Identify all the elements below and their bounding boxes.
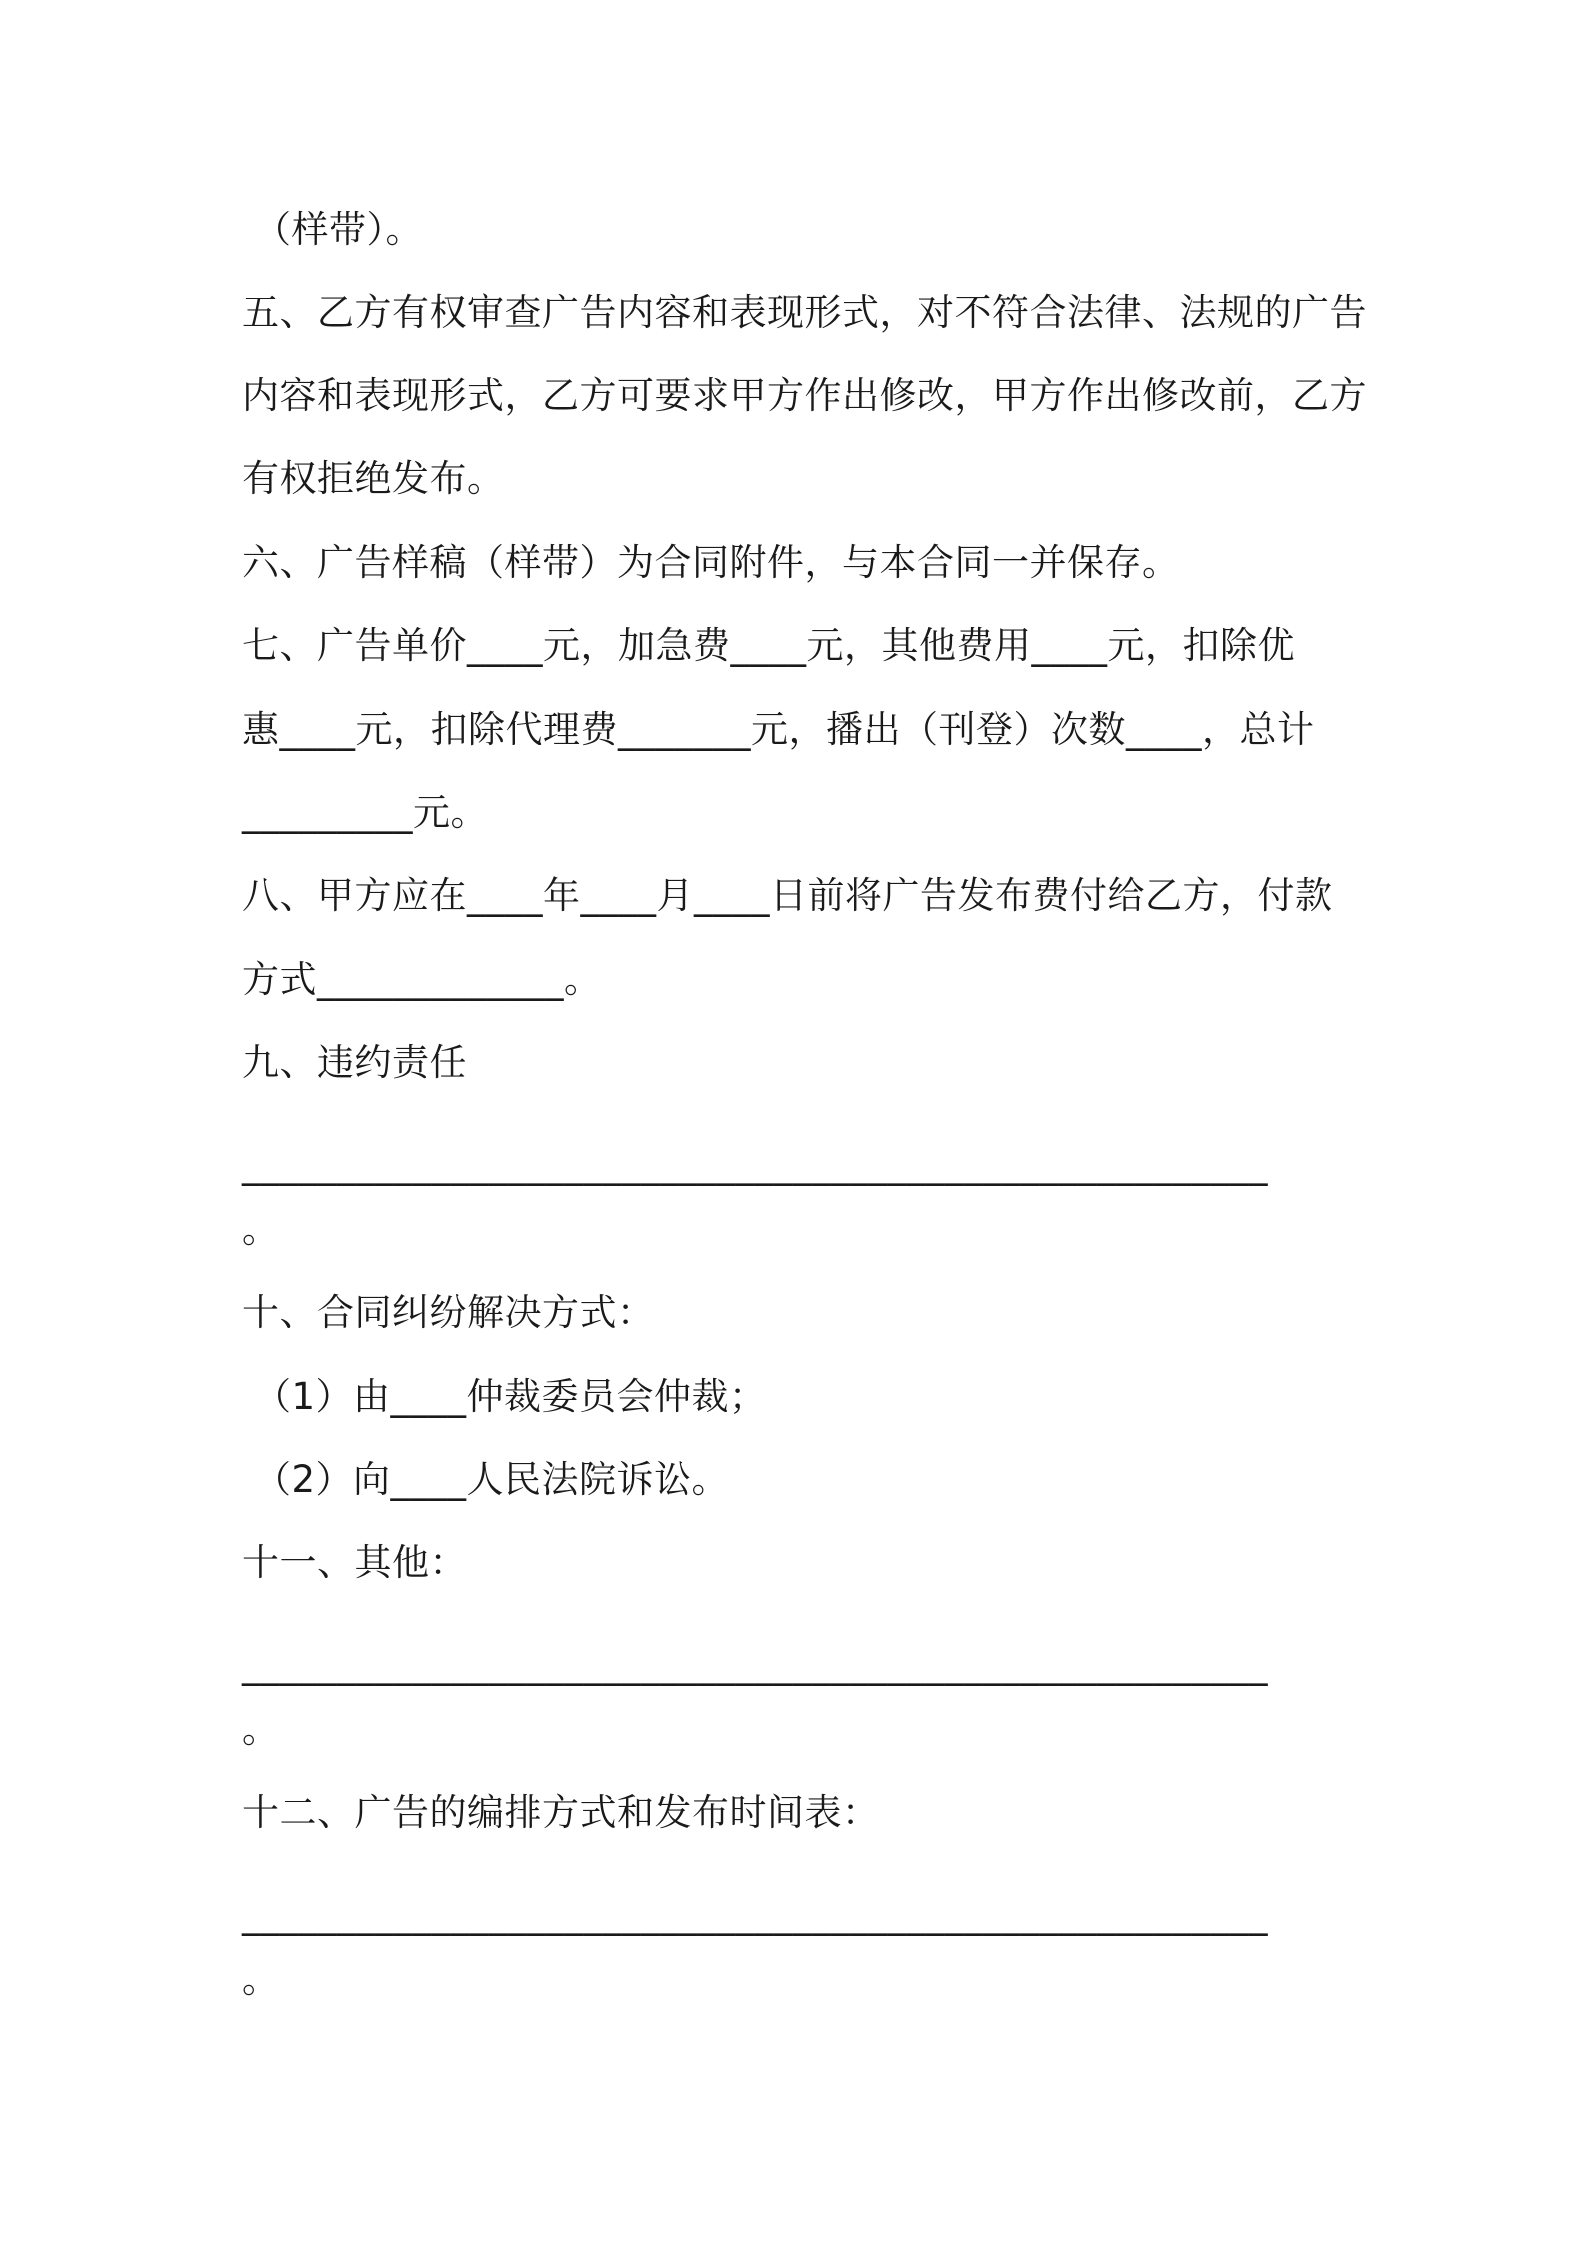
- clause-5-line-1: 五、乙方有权审查广告内容和表现形式，对不符合法律、法规的广告: [242, 291, 1367, 334]
- clause-8-line-1: 八、甲方应在____年____月____日前将广告发布费付给乙方，付款: [242, 874, 1333, 917]
- text-line: 。: [242, 1958, 280, 2001]
- blank-fill-line: ______________________________________________________: [242, 1143, 1268, 1186]
- clause-10-heading: 十、合同纠纷解决方式：: [242, 1291, 655, 1334]
- clause-8-line-2: 方式_____________。: [242, 958, 602, 1001]
- clause-7-line-3: _________元。: [242, 791, 488, 834]
- clause-7-line-2: 惠____元，扣除代理费_______元，播出（刊登）次数____，总计: [242, 708, 1315, 751]
- clause-10-option-1: （1）由____仲裁委员会仲裁；: [254, 1375, 767, 1418]
- clause-5-line-2: 内容和表现形式，乙方可要求甲方作出修改，甲方作出修改前，乙方: [242, 374, 1367, 417]
- text-line: 。: [242, 1208, 280, 1251]
- clause-5-line-3: 有权拒绝发布。: [242, 457, 505, 500]
- clause-7-line-1: 七、广告单价____元，加急费____元，其他费用____元，扣除优: [242, 624, 1295, 667]
- text-line: 。: [242, 1708, 280, 1751]
- clause-12-heading: 十二、广告的编排方式和发布时间表：: [242, 1791, 880, 1834]
- clause-11-heading: 十一、其他：: [242, 1541, 467, 1584]
- text-line: （样带）。: [254, 208, 423, 251]
- clause-10-option-2: （2）向____人民法院诉讼。: [254, 1458, 730, 1501]
- blank-fill-line: ______________________________________________________: [242, 1893, 1268, 1936]
- clause-9-heading: 九、违约责任: [242, 1041, 467, 1084]
- blank-fill-line: ______________________________________________________: [242, 1643, 1268, 1686]
- clause-6: 六、广告样稿（样带）为合同附件，与本合同一并保存。: [242, 541, 1180, 584]
